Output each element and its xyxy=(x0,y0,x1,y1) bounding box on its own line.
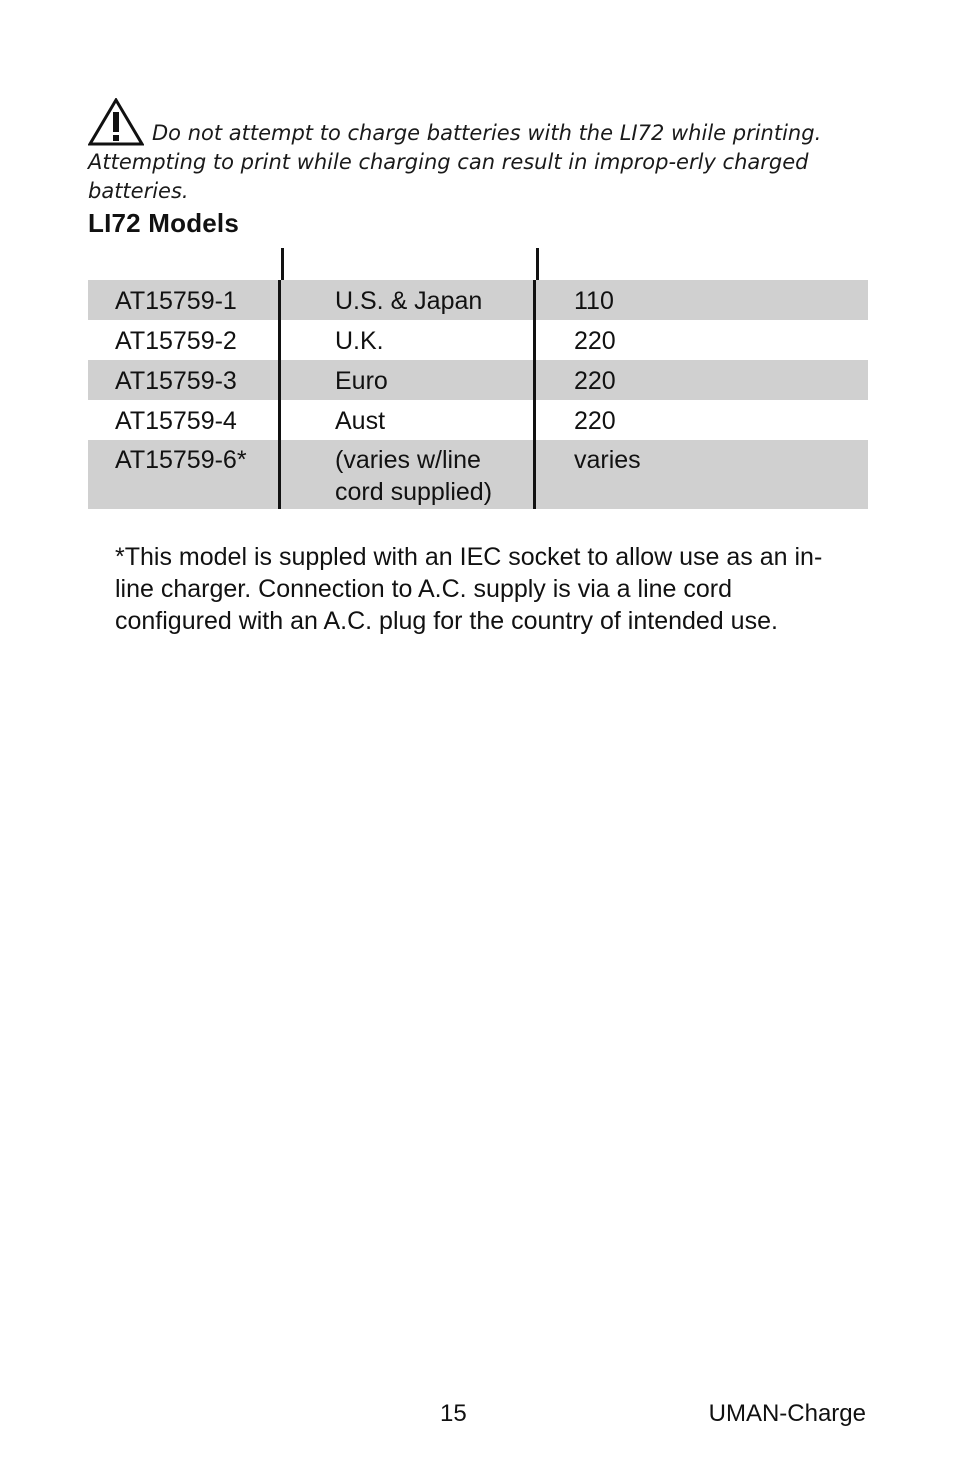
region-cell: U.K. xyxy=(281,320,536,360)
table-row xyxy=(88,440,868,509)
table-row xyxy=(88,320,868,360)
column-divider xyxy=(536,248,539,280)
column-divider xyxy=(281,248,284,280)
table-row xyxy=(88,360,868,400)
region-cell: Euro xyxy=(281,360,536,400)
voltage-cell: varies xyxy=(574,446,641,474)
models-table xyxy=(88,248,868,509)
model-cell: AT15759-3 xyxy=(88,360,281,400)
voltage-cell: 220 xyxy=(574,327,616,355)
warning-text: Do not attempt to charge batteries with the LI72 while printing. Attempting to print while charging can result in improp-erly charged batteries. xyxy=(88,121,822,203)
document-id: UMAN-Charge xyxy=(708,1400,866,1427)
region-cell: Aust xyxy=(281,400,536,440)
footnote: *This model is suppled with an IEC socket to allow use as an in-line charger. Connection to A.C. supply is via a line cord configured with an A.C. plug for the country of intended use. xyxy=(115,543,823,635)
voltage-cell: 220 xyxy=(574,407,616,435)
region-cell xyxy=(281,440,536,509)
page-number: 15 xyxy=(440,1400,467,1427)
region-line: (varies w/line xyxy=(335,446,481,474)
model-cell: AT15759-1 xyxy=(88,280,281,320)
table-row xyxy=(88,400,868,440)
model-cell: AT15759-6* xyxy=(88,440,281,509)
model-cell: AT15759-2 xyxy=(88,320,281,360)
warning-triangle-icon xyxy=(88,98,144,146)
voltage-cell: 220 xyxy=(574,367,616,395)
voltage-cell: 110 xyxy=(574,287,614,315)
region-cell: U.S. & Japan xyxy=(281,280,536,320)
region-line: cord supplied) xyxy=(335,478,493,506)
table-header-row xyxy=(88,248,868,280)
table-row xyxy=(88,280,868,320)
warning-note xyxy=(88,98,878,206)
model-cell: AT15759-4 xyxy=(88,400,281,440)
section-title: LI72 Models xyxy=(88,208,240,238)
